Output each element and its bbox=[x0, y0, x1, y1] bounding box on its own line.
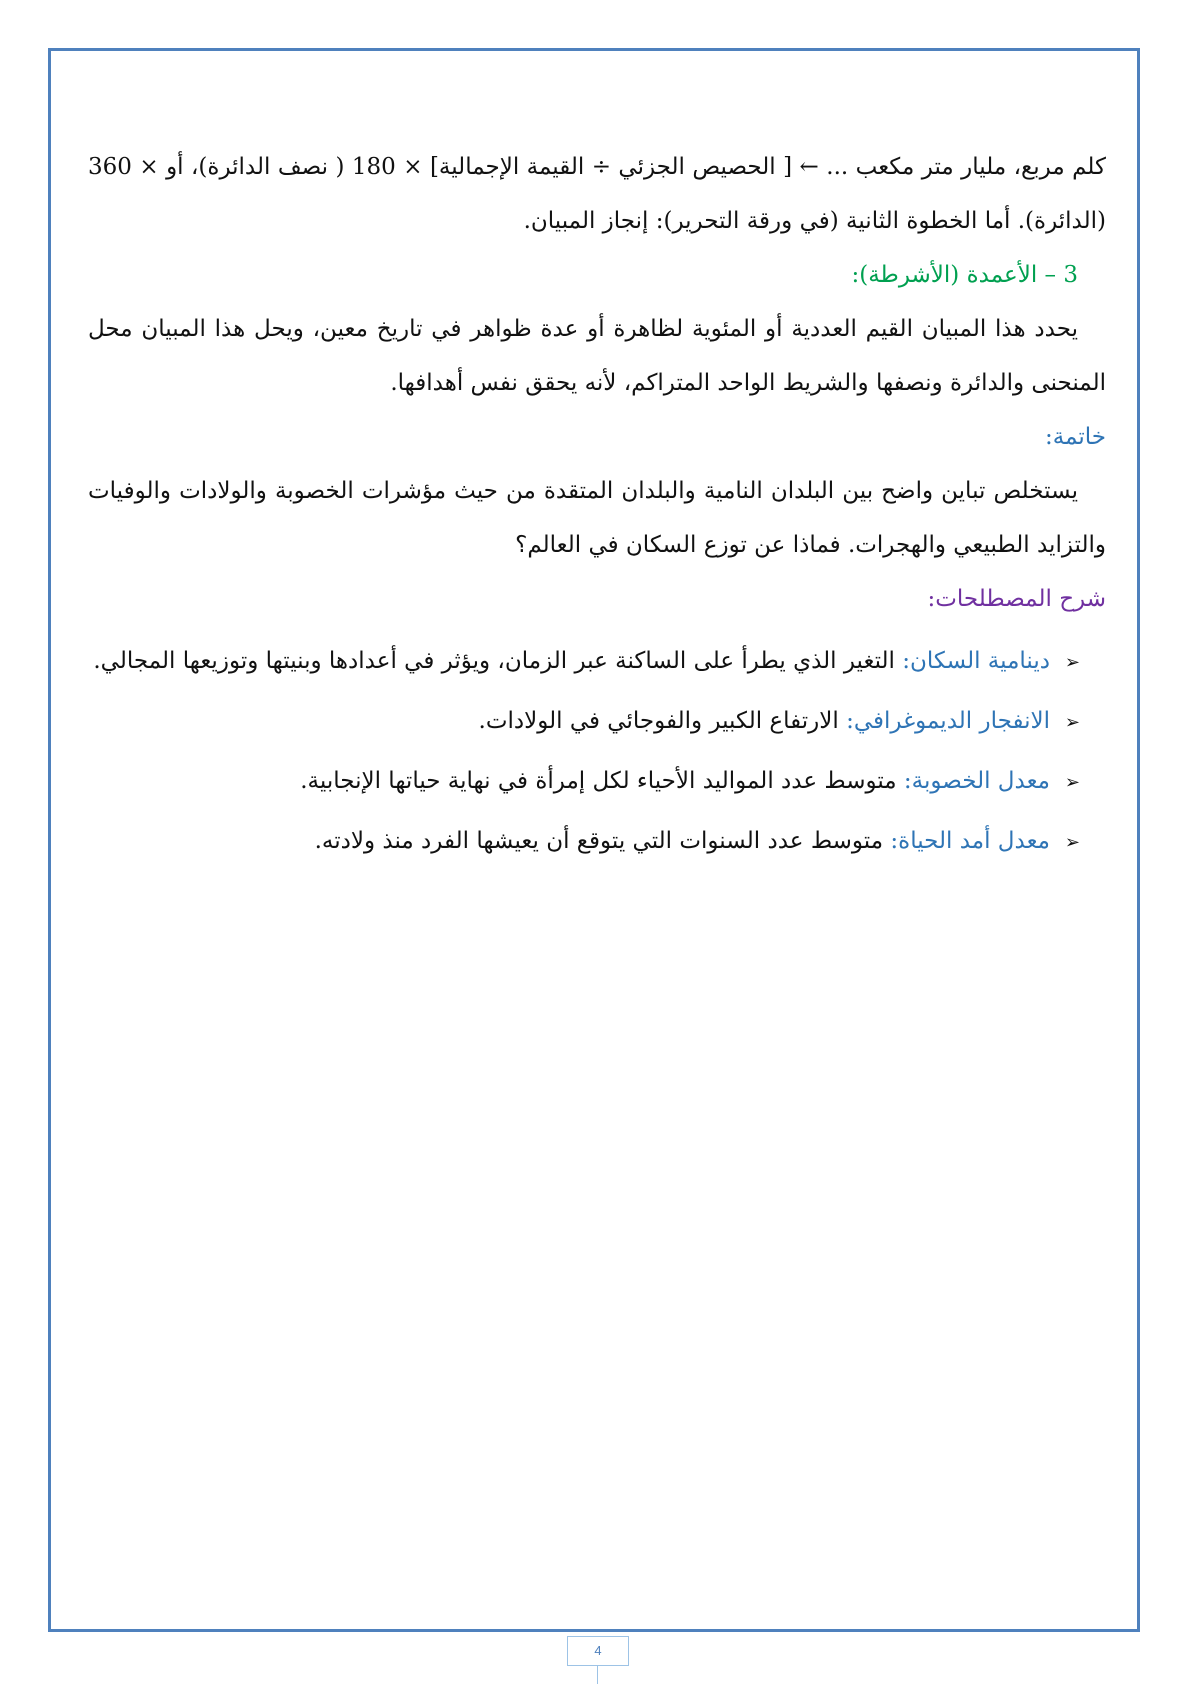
glossary-item bbox=[88, 692, 1080, 752]
arrow-bullet-icon: ➢ bbox=[1064, 712, 1080, 733]
glossary-item bbox=[88, 632, 1080, 692]
glossary-term: الانفجار الديموغرافي: bbox=[846, 708, 1050, 734]
glossary-definition: متوسط عدد السنوات التي يتوقع أن يعيشها الفرد منذ ولادته. bbox=[314, 828, 891, 854]
glossary-item bbox=[88, 812, 1080, 872]
page-number-connector bbox=[597, 1666, 598, 1684]
conclusion-heading: خاتمة: bbox=[1044, 424, 1106, 450]
arrow-bullet-icon: ➢ bbox=[1064, 832, 1080, 853]
glossary-term: معدل أمد الحياة: bbox=[890, 828, 1050, 854]
glossary-term: معدل الخصوبة: bbox=[903, 768, 1050, 794]
glossary-heading: شرح المصطلحات: bbox=[927, 586, 1106, 612]
formula-paragraph: كلم مربع، مليار متر مكعب ... ← [ الحصيص الجزئي ÷ القيمة الإجمالية] × 180 ( نصف الدائرة)، أو × 360 (الدائرة). أما الخطوة الثانية (في ورقة التحرير): إنجاز المبيان. bbox=[88, 154, 1106, 234]
arrow-bullet-icon: ➢ bbox=[1064, 772, 1080, 793]
page-number: 4 bbox=[567, 1636, 629, 1666]
conclusion-paragraph: يستخلص تباين واضح بين البلدان النامية والبلدان المتقدة من حيث مؤشرات الخصوبة والولادات والوفيات والتزايد الطبيعي والهجرات. فماذا عن توزع السكان في العالم؟ bbox=[88, 478, 1106, 558]
glossary-term: دينامية السكان: bbox=[902, 648, 1050, 674]
glossary-item bbox=[88, 752, 1080, 812]
glossary-definition: متوسط عدد المواليد الأحياء لكل إمرأة في نهاية حياتها الإنجابية. bbox=[300, 768, 904, 794]
document-body bbox=[88, 140, 1106, 872]
glossary-definition: التغير الذي يطرأ على الساكنة عبر الزمان، ويؤثر في أعدادها وبنيتها وتوزيعها المجالي. bbox=[93, 648, 903, 674]
bars-heading: 3 – الأعمدة (الأشرطة): bbox=[851, 262, 1078, 288]
bars-paragraph: يحدد هذا المبيان القيم العددية أو المئوية لظاهرة أو عدة ظواهر في تاريخ معين، ويحل هذا المبيان محل المنحنى والدائرة ونصفها والشريط الواحد المتراكم، لأنه يحقق نفس أهدافها. bbox=[88, 316, 1106, 396]
glossary-list bbox=[88, 632, 1106, 872]
glossary-definition: الارتفاع الكبير والفوجائي في الولادات. bbox=[478, 708, 847, 734]
arrow-bullet-icon: ➢ bbox=[1064, 652, 1080, 673]
